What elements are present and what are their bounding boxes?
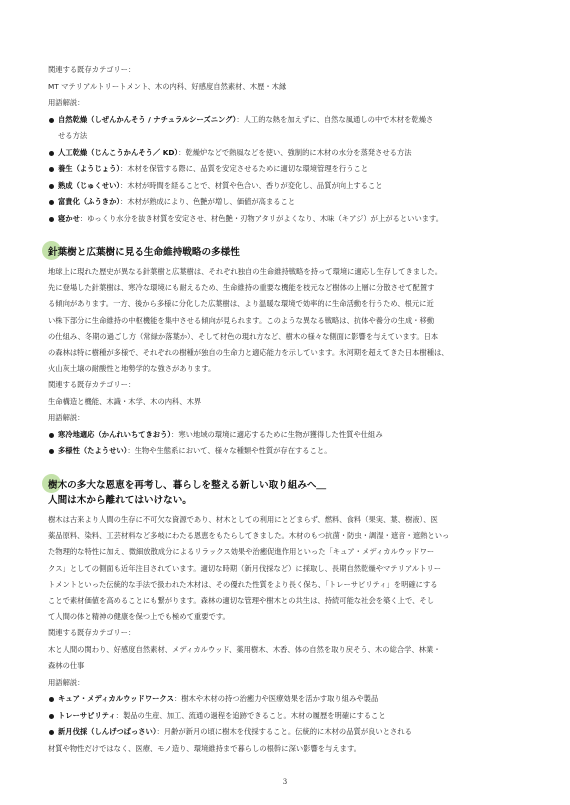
- glossary-list: [48, 112, 526, 228]
- glossary-item: 養生（ようじょう）：木材を保管する際に、品質を安定させるために適切な環境管理を行うこと: [48, 161, 526, 178]
- body-line: 薬品原料、染料、工芸材料など多岐にわたる恩恵をもたらしてきました。木材のもつ抗菌・防虫・調湿・遮音・遮熱といっ: [48, 531, 450, 541]
- glossary-item: 多様性（たようせい）：生物や生態系において、様々な種類や性質が存在すること。: [48, 443, 526, 460]
- glossary-item-continuation: 材質や物性だけではなく、医療、モノ造り、環境維持まで暮らしの根幹に深い影響を与えます。: [48, 743, 361, 753]
- glossary-item: 富貴化（ふうきか）：木材が熟成により、色艶が増し、価値が高まること: [48, 194, 526, 211]
- glossary-item: 人工乾燥（じんこうかんそう／ KD）：乾燥炉などで熱風などを使い、強制的に木材の水分を蒸発させる方法: [48, 145, 526, 162]
- section-body: [48, 512, 526, 625]
- section-heading-text-line-1: 樹木の多大な恩恵を再考し、暮らしを整える新しい取り組みへ＿: [48, 479, 327, 491]
- body-line: クス」としての側面も近年注目されています。適切な時期（新月伐採など）に採取し、長期自然乾燥やマテリアルトリー: [48, 563, 442, 573]
- glossary-list: [48, 427, 526, 460]
- related-categories-list: 木と人間の関わり、好感度自然素材、メディカルウッド、薬用樹木、木香、体の自然を取り戻そう、木の総合学、林業・: [48, 644, 441, 654]
- glossary-item: 新月伐採（しんげつばっさい）：月齢が新月の頃に樹木を伐採すること。伝統的に木材の品質が良いとされる: [48, 724, 526, 741]
- body-line: の仕組み、冬期の過ごし方（常緑か落葉か）、そして材色の現れ方など、樹木の様々な側面に影響を与えています。日本: [48, 331, 439, 341]
- section-heading: [48, 478, 526, 508]
- glossary-list: [48, 691, 526, 741]
- body-line: トメントといった伝統的な手法で扱われた木材は、その優れた性質をより長く保ち、「トレーサビリティ」を明確にする: [48, 579, 438, 589]
- section-heading-text-line-2: 人間は木から離れてはいけない。: [48, 494, 192, 506]
- body-line: 地球上に現れた歴史が異なる針葉樹と広葉樹は、それぞれ独自の生命維持戦略を持って環境に適応し生存してきました。: [48, 267, 443, 276]
- section-heading: [48, 245, 526, 260]
- related-categories-list: 生命構造と機能、木識・木学、木の内科、木界: [48, 396, 202, 406]
- related-categories-label: 関連する既存カテゴリー：: [48, 380, 136, 390]
- body-line: 樹木は古来より人間の生存に不可欠な資源であり、材木としての利用にとどまらず、燃料、食料（果実、葉、樹液）、医: [48, 514, 438, 524]
- related-categories-list: MT マテリアルトリートメント、木の内科、好感度自然素材、木歴・木縁: [48, 81, 287, 91]
- related-categories-label: 関連する既存カテゴリー：: [48, 65, 136, 74]
- body-line: の森林は特に樹種が多様で、それぞれの樹種が独自の生命力と適応能力を示しています。氷河期を超えてきた日本樹種は、: [48, 348, 449, 358]
- section-body: [48, 264, 526, 377]
- section-2: [48, 245, 526, 460]
- body-line: 火山灰土壌の耐酸性と地勢学的な強さがあります。: [48, 364, 216, 374]
- glossary-item: 寒冷地適応（かんれいちてきおう）：寒い地域の環境に適応するために生物が獲得した性質や仕組み: [48, 427, 526, 444]
- glossary-item: 寝かせ：ゆっくり水分を抜き材質を安定させ、材色艶・刃物アタリがよくなり、木味（キアジ）が上がるといいます。: [48, 211, 526, 228]
- section-1: [48, 62, 526, 227]
- body-line: た物理的な特性に加え、微細放散成分によるリラックス効果や治癒促進作用といった「キュア・メディカルウッドワー: [48, 547, 435, 557]
- section-3: [48, 478, 526, 757]
- section-heading-text: 針葉樹と広葉樹に見る生命維持戦略の多様性: [48, 247, 240, 258]
- body-line: る傾向があります。一方、後から多様に分化した広葉樹は、より温暖な環境で効率的に生命活動を行うため、根元に近: [48, 299, 434, 309]
- body-line: て人間の体と精神の健康を保つ上でも極めて重要です。: [48, 612, 230, 622]
- glossary-item: キュア・メディカルウッドワークス：樹木や木材の持つ治癒力や医療効果を活かす取り組みや製品: [48, 691, 526, 708]
- page-content: [48, 62, 526, 757]
- glossary-label: 用語解説：: [48, 98, 85, 107]
- glossary-item: トレーサビリティ：製品の生産、加工、流通の過程を追跡できること。木材の履歴を明確にすること: [48, 708, 526, 725]
- related-categories-label: 関連する既存カテゴリー：: [48, 628, 136, 638]
- glossary-label: 用語解説：: [48, 413, 85, 423]
- glossary-item: 自然乾燥（しぜんかんそう / ナチュラルシーズニング）：人工的な熱を加えずに、自然な風通しの中で木材を乾燥さ: [48, 112, 526, 129]
- glossary-label: 用語解説：: [48, 677, 85, 687]
- page-number: 3: [282, 778, 288, 786]
- glossary-item-continuation: せる方法: [58, 131, 88, 140]
- body-line: ことで素材価値を高めることにも繋がります。森林の適切な管理や樹木との共生は、持続可能な社会を築く上で、そし: [48, 595, 435, 605]
- related-categories-list-continuation: 森林の仕事: [48, 661, 85, 671]
- body-line: い株下部分に生命維持の中枢機能を集中させる傾向が見られます。このような異なる戦略は、抗体や養分の生成・移動: [48, 315, 435, 325]
- body-line: 先に登場した針葉樹は、寒冷な環境にも耐えるため、生命維持の重要な機能を枝元など樹体の上層に分散させて配置す: [48, 283, 435, 293]
- glossary-item: 熟成（じゅくせい）：木材が時間を経ることで、材質や色合い、香りが変化し、品質が向上すること: [48, 178, 526, 195]
